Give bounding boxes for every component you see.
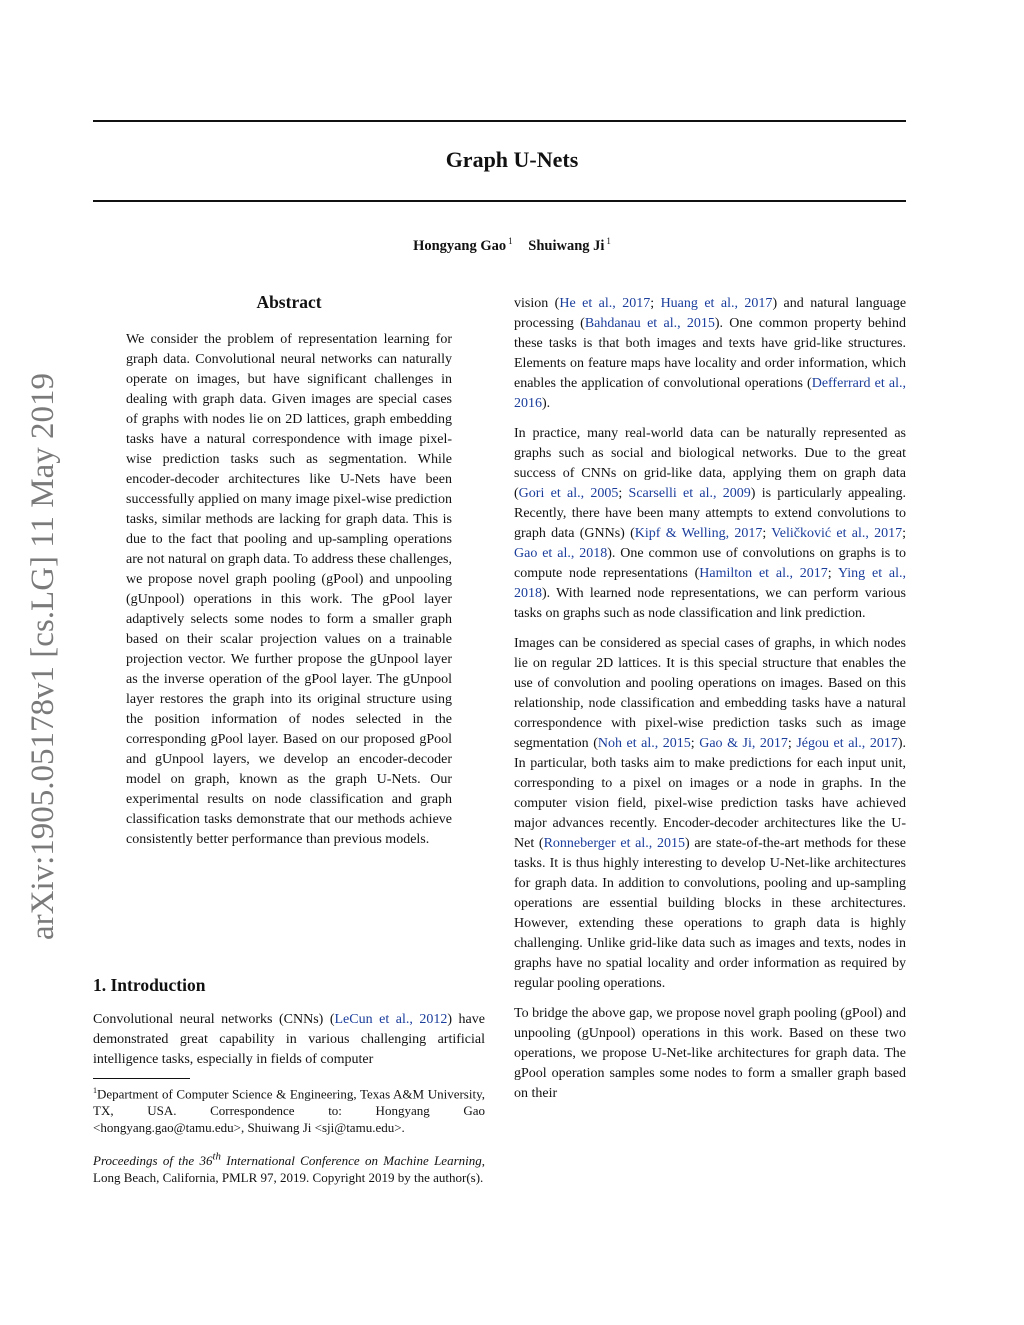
citation-link[interactable]: Ying et al., 2018 bbox=[514, 566, 907, 601]
proceedings-italic bbox=[93, 1153, 482, 1168]
paragraph bbox=[514, 294, 906, 414]
citation-link[interactable]: Hamilton et al., 2017 bbox=[699, 566, 828, 581]
paragraph bbox=[514, 424, 906, 624]
author-name: Shuiwang Ji bbox=[528, 237, 605, 254]
text-run: ). In particular, both tasks aim to make predictions for each input unit, corresponding to a pixel on images or a node in graphs. In the computer vision field, pixel-wise prediction tasks have achieved major advances recently. Encoder-decoder architectures like the U-Net ( bbox=[514, 736, 907, 851]
text-run: In practice, many real-world data can be naturally represented as graphs such as social and biological networks. Due to the great success of CNNs on grid-like data, applying them on graph data ( bbox=[514, 426, 906, 501]
citation-link[interactable]: Kipf & Welling, 2017 bbox=[634, 526, 763, 541]
section-heading-introduction: 1. Introduction bbox=[93, 975, 206, 995]
text-run: To bridge the above gap, we propose novel graph pooling (gPool) and unpooling (gUnpool) operations in this work. Based on these two operations, we propose U-Net-like architectures for graph data. The gPool operation samples some nodes to form a smaller graph based on their bbox=[514, 1006, 906, 1101]
abstract-heading: Abstract bbox=[256, 292, 322, 312]
text-run: ). bbox=[542, 396, 551, 411]
text-run: ). One common property behind these tasks is that both images and texts have grid-like structures. Elements on feature maps have locality and order information, which enables the application of convolutional operations ( bbox=[514, 316, 906, 391]
author-1 bbox=[413, 238, 513, 254]
text-run: ). With learned node representations, we can perform various tasks on graphs such as node classification and link prediction. bbox=[514, 586, 906, 621]
text-run: International Conference on Machine Learning bbox=[220, 1153, 482, 1169]
footnote-mark: 1 bbox=[93, 1086, 97, 1095]
author-2 bbox=[528, 238, 611, 254]
citation-link[interactable]: Huang et al., 2017 bbox=[660, 296, 773, 311]
paragraph bbox=[514, 1004, 906, 1104]
citation-link[interactable]: Gao et al., 2018 bbox=[514, 546, 608, 561]
ordinal-suffix: th bbox=[212, 1151, 221, 1163]
title-rule-bottom bbox=[93, 200, 906, 202]
citation-link[interactable]: Gori et al., 2005 bbox=[518, 486, 619, 501]
citation-link[interactable]: He et al., 2017 bbox=[559, 296, 651, 311]
text-run: ). One common use of convolutions on graphs is to compute node representations ( bbox=[514, 546, 907, 581]
text-run: ) have demonstrated great capability in various challenging artificial intelligence tasks, especially in fields of computer bbox=[93, 1012, 485, 1067]
citation-link[interactable]: Scarselli et al., 2009 bbox=[628, 486, 751, 501]
text-run: ; bbox=[787, 736, 797, 751]
text-run: , Long Beach, California, PMLR 97, 2019. Copyright 2019 by the author(s). bbox=[93, 1153, 485, 1186]
text-run: ; bbox=[650, 296, 661, 311]
proceedings-note bbox=[93, 1149, 485, 1186]
paragraph bbox=[514, 634, 906, 994]
text-run: ; bbox=[902, 526, 907, 541]
citation-link[interactable]: Ronneberger et al., 2015 bbox=[543, 836, 685, 851]
citation-link[interactable]: Noh et al., 2015 bbox=[597, 736, 691, 751]
text-run: ) is particularly appealing. Recently, there have been many attempts to extend convolutions to graph data (GNNs) ( bbox=[514, 486, 907, 541]
text-run: Proceedings of the 36 bbox=[93, 1153, 213, 1169]
text-run: ; bbox=[690, 736, 700, 751]
text-run: ) are state-of-the-art methods for these tasks. It is thus highly interesting to develop U-Net-like architectures for graph data. In addition to convolutions, pooling and up-sampling operations are essential building blocks in these architectures. However, extending these operations to graph data is highly challenging. Unlike grid-like data such as images and texts, nodes in graphs have no spatial locality and order information as required by regular pooling operations. bbox=[514, 836, 906, 991]
text-run: ) and natural language processing ( bbox=[514, 296, 907, 331]
citation-link[interactable]: Veličković et al., 2017 bbox=[771, 526, 903, 541]
abstract-body: We consider the problem of representation learning for graph data. Convolutional neural networks can naturally operate on images, but have significant challenges in dealing with graph data. Given images are special cases of graphs with nodes lie on 2D lattices, graph embedding tasks have a natural correspondence with image pixel-wise prediction tasks such as segmentation. While encoder-decoder architectures like U-Nets have been successfully applied on many image pixel-wise prediction tasks, similar methods are lacking for graph data. This is due to the fact that pooling and up-sampling operations are not natural on graph data. To address these challenges, we propose novel graph pooling (gPool) and unpooling (gUnpool) operations in this work. The gPool layer adaptively selects some nodes to form a smaller graph based on their scalar projection values on a trainable projection vector. We further propose the gUnpool layer as the inverse operation of the gPool layer. The gUnpool layer restores the graph into its original structure using the position information of nodes selected in the corresponding gPool layer. Based on our proposed gPool and gUnpool layers, we develop an encoder-decoder model on graph, known as the graph U-Nets. Our experimental results on node classification and graph classification tasks demonstrate that our methods achieve consistently better performance than previous models. bbox=[126, 332, 452, 847]
text-run: Convolutional neural networks (CNNs) ( bbox=[93, 1012, 335, 1027]
citation-link[interactable]: Gao & Ji, 2017 bbox=[699, 736, 788, 751]
citation-link[interactable]: LeCun et al., 2012 bbox=[334, 1012, 448, 1027]
citation-link[interactable]: Bahdanau et al., 2015 bbox=[584, 316, 715, 331]
citation-link[interactable]: Jégou et al., 2017 bbox=[796, 736, 898, 751]
author-name: Hongyang Gao bbox=[413, 237, 507, 254]
affiliation-mark: 1 bbox=[508, 236, 513, 246]
introduction-paragraph bbox=[93, 1010, 485, 1070]
paper-title: Graph U-Nets bbox=[445, 147, 579, 172]
affiliation-mark: 1 bbox=[606, 236, 611, 246]
text-run: vision ( bbox=[514, 296, 560, 311]
affiliation-footnote bbox=[93, 1082, 485, 1136]
title-rule-top bbox=[93, 120, 906, 122]
text-run: ; bbox=[618, 486, 629, 501]
footnote-text: Department of Computer Science & Engineering, Texas A&M University, TX, USA. Correspondence to: Hongyang Gao <hongyang.gao@tamu.edu>, Shuiwang Ji <sji@tamu.edu>. bbox=[93, 1086, 485, 1136]
citation-link[interactable]: Defferrard et al., 2016 bbox=[514, 376, 906, 411]
right-column bbox=[514, 294, 906, 1114]
author-list bbox=[0, 236, 1024, 255]
text-run: Images can be considered as special cases of graphs, in which nodes lie on regular 2D lattices. It is this special structure that enables the use of convolution and pooling operations on images. Based on this relationship, node classification and embedding tasks have a natural correspondence with pixel-wise prediction tasks such as image segmentation ( bbox=[514, 636, 906, 751]
text-run: ; bbox=[762, 526, 772, 541]
footnote-rule bbox=[93, 1078, 190, 1079]
text-run: ; bbox=[827, 566, 838, 581]
arxiv-identifier-stamp: arXiv:1905.05178v1 [cs.LG] 11 May 2019 bbox=[25, 372, 61, 940]
